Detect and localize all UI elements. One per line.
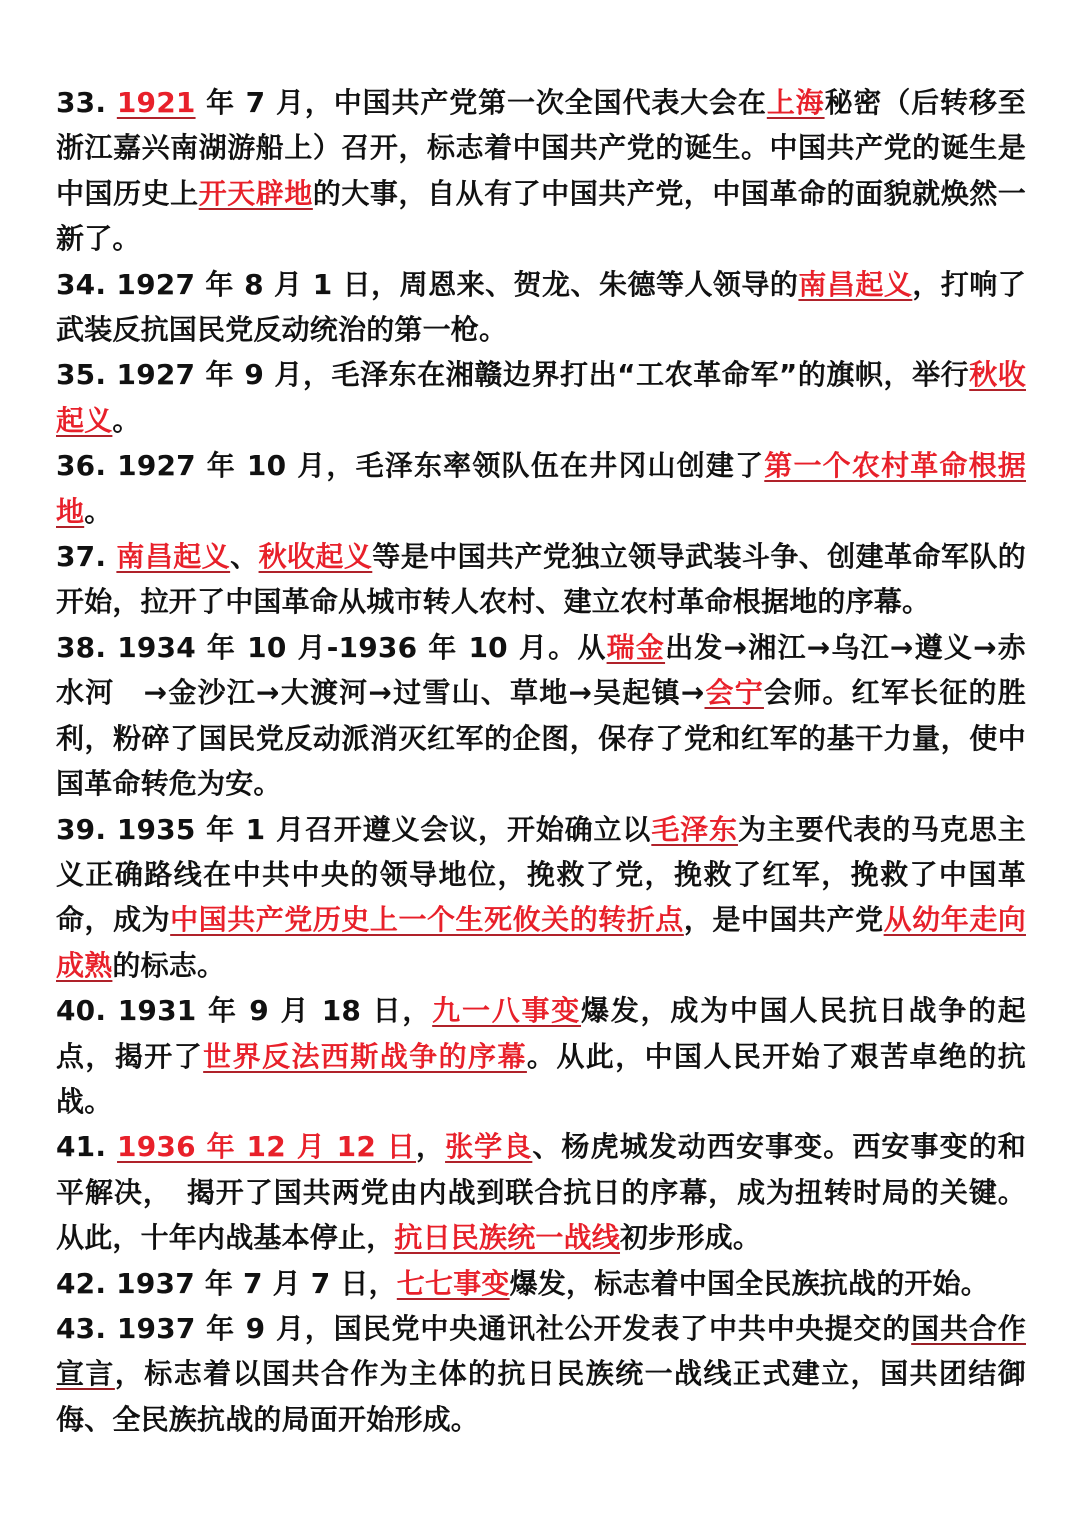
text-segment: 37.	[56, 540, 117, 574]
text-segment: 42. 1937 年 7 月 7 日，	[56, 1266, 397, 1300]
paragraph-item	[56, 1124, 1026, 1260]
document-page	[56, 80, 1026, 1442]
text-segment: 的标志。	[112, 948, 226, 982]
highlighted-keyword: 南昌起义	[798, 267, 913, 301]
highlighted-keyword: 南昌起义	[116, 540, 231, 574]
text-segment: 43. 1937 年 9 月，国民党中央通讯社公开发表了中共中央提交的	[56, 1311, 912, 1345]
paragraph-item	[56, 1306, 1026, 1442]
text-segment: 34. 1927 年 8 月 1 日，周恩来、贺龙、朱德等人领导的	[56, 267, 799, 301]
highlighted-keyword: 张学良	[445, 1130, 533, 1164]
highlighted-keyword: 秋收起义	[56, 358, 1026, 437]
paragraph-item	[56, 352, 1026, 443]
highlighted-keyword: 世界反法西斯战争的序幕	[203, 1039, 527, 1073]
text-segment: 年 7 月，中国共产党第一次全国代表大会在	[195, 86, 767, 119]
highlighted-keyword: 开天辟地	[198, 176, 313, 210]
highlighted-keyword: 中国共产党历史上一个生死攸关的转折点	[170, 903, 684, 937]
highlighted-keyword: 从幼年走向成熟	[56, 903, 1026, 982]
text-segment: 爆发，成为中国人民抗日战争的起点，揭开了	[56, 994, 1026, 1073]
highlighted-keyword: 抗日民族统一战线	[394, 1221, 621, 1255]
text-segment: 36. 1927 年 10 月，毛泽东率领队伍在井冈山创建了	[56, 449, 765, 483]
highlighted-keyword: 会宁	[704, 676, 764, 710]
highlighted-keyword: 1921	[116, 86, 196, 119]
highlighted-keyword: 七七事变	[396, 1266, 510, 1300]
text-segment: 。从此，中国人民开始了艰苦卓绝的抗战。	[56, 1039, 1026, 1118]
highlighted-keyword: 第一个农村革命根据地	[56, 449, 1026, 528]
text-segment: 初步形成。	[620, 1221, 762, 1255]
text-segment: 等是中国共产党独立领导武装斗争、创建革命军队的开始，拉开了中国革命从城市转人农村、建立农村革命根据地的序幕。	[56, 540, 1026, 619]
highlighted-keyword: 毛泽东	[651, 812, 738, 846]
highlighted-keyword: 九一八事变	[432, 994, 582, 1028]
text-segment: 39. 1935 年 1 月召开遵义会议，开始确立以	[56, 812, 652, 846]
paragraph-item	[56, 807, 1026, 989]
text-segment: 、	[230, 540, 259, 574]
paragraph-item	[56, 80, 1026, 262]
text-segment: ，是中国共产党	[683, 903, 884, 937]
paragraph-item	[56, 262, 1026, 353]
highlighted-keyword: 瑞金	[606, 630, 666, 664]
paragraph-item	[56, 1261, 1026, 1306]
text-segment: 出发→湘江→乌江→遵义→赤水河 →金沙江→大渡河→过雪山、草地→吴起镇→	[56, 630, 1026, 710]
highlighted-keyword: 1936 年 12 月 12 日	[117, 1130, 416, 1164]
text-segment: 为主要代表的马克思主义正确路线在中共中央的领导地位，挽救了党，挽救了红军，挽救了中国革命，成为	[56, 812, 1026, 937]
text-segment: 、杨虎城发动西安事变。西安事变的和平解决， 揭开了国共两党由内战到联合抗日的序幕，成为扭转时局的关键。从此，十年内战基本停止，	[56, 1130, 1026, 1255]
text-segment: 秘密（后转移至浙江嘉兴南湖游船上）召开，标志着中国共产党的诞生。中国共产党的诞生是中国历史上	[56, 86, 1026, 210]
paragraph-item	[56, 625, 1026, 807]
text-segment: 41.	[56, 1130, 118, 1164]
text-segment: ，标志着以国共合作为主体的抗日民族统一战线正式建立，国共团结御侮、全民族抗战的局面开始形成。	[56, 1357, 1026, 1436]
text-segment: 35. 1927 年 9 月，毛泽东在湘赣边界打出“工农革命军”的旗帜，举行	[56, 358, 970, 392]
paragraph-item	[56, 988, 1026, 1124]
text-segment: ，打响了武装反抗国民党反动统治的第一枪。	[56, 267, 1026, 347]
text-segment: 。	[84, 494, 113, 528]
text-segment: 33.	[56, 86, 117, 119]
text-segment: 38. 1934 年 10 月-1936 年 10 月。从	[56, 630, 607, 664]
text-segment: ，	[415, 1130, 446, 1164]
underlined-keyword: 国共合作宣言	[56, 1311, 1026, 1391]
highlighted-keyword: 上海	[766, 86, 825, 119]
text-segment: 爆发，标志着中国全民族抗战的开始。	[509, 1266, 990, 1300]
text-segment: 40. 1931 年 9 月 18 日，	[56, 994, 433, 1028]
text-segment: 的大事，自从有了中国共产党，中国革命的面貌就焕然一新了。	[56, 176, 1026, 256]
text-segment: 会师。红军长征的胜利，粉碎了国民党反动派消灭红军的企图，保存了党和红军的基干力量，使中国革命转危为安。	[56, 676, 1026, 801]
highlighted-keyword: 秋收起义	[258, 540, 373, 574]
paragraph-item	[56, 534, 1026, 625]
text-segment: 。	[112, 403, 141, 437]
paragraph-item	[56, 443, 1026, 534]
